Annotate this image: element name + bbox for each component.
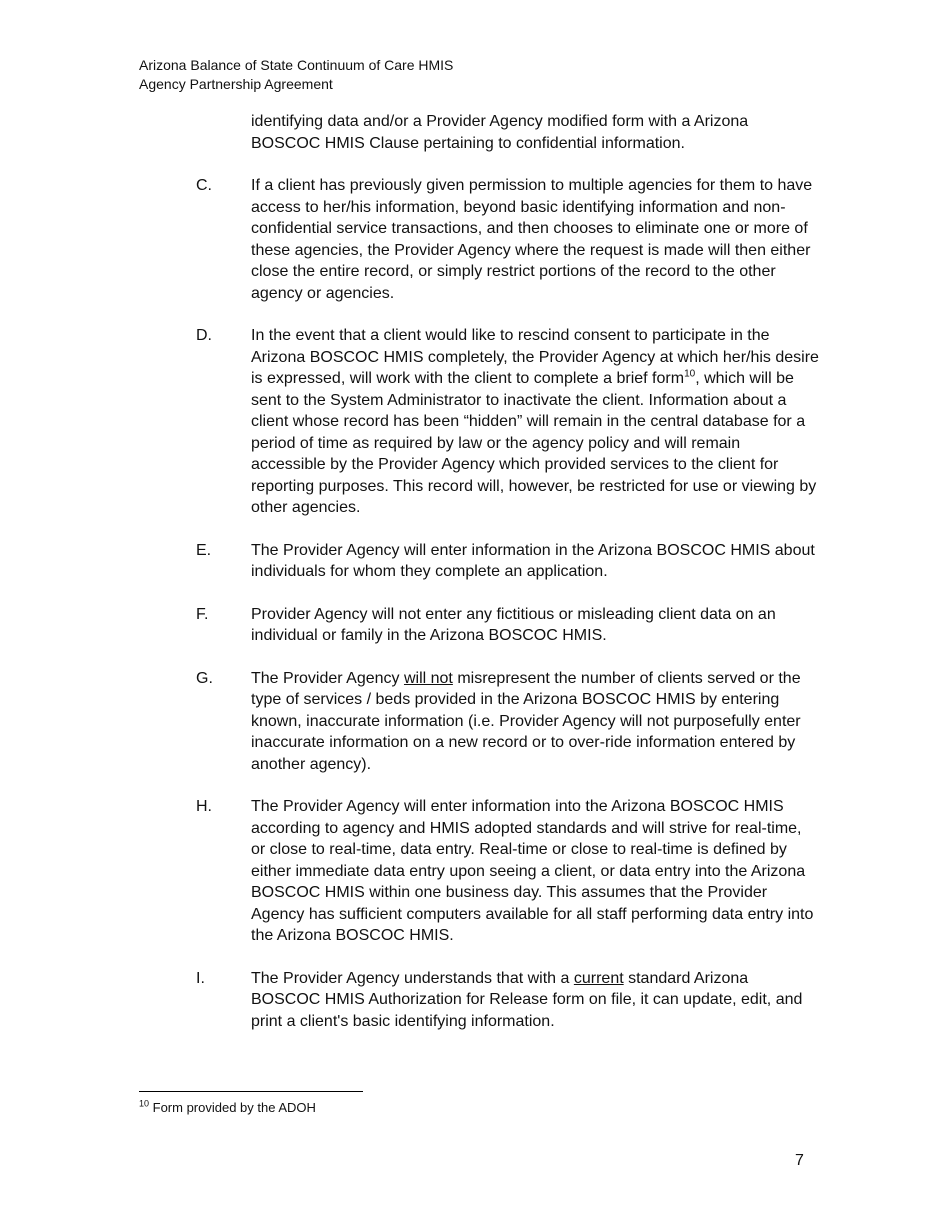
page-body xyxy=(139,111,819,1053)
footnote-text: Form provided by the ADOH xyxy=(149,1100,316,1115)
list-item-e xyxy=(139,540,819,583)
list-item-h xyxy=(139,796,819,947)
list-item-g xyxy=(139,668,819,776)
item-letter: F. xyxy=(196,605,209,623)
header-title: Arizona Balance of State Continuum of Care HMIS xyxy=(139,57,454,73)
header-subtitle: Agency Partnership Agreement xyxy=(139,76,333,92)
document-header xyxy=(139,56,453,94)
item-text-before: The Provider Agency understands that with a xyxy=(251,969,574,987)
item-text: If a client has previously given permission to multiple agencies for them to have access to her/his information, beyond basic identifying information and non-confidential service transactions, and then chooses to eliminate one or more of these agencies, the Provider Agency where the request is made will then either close the entire record, or simply restrict portions of the record to the other agency or agencies. xyxy=(251,177,813,302)
underlined-phrase: current xyxy=(573,969,624,987)
item-text: The Provider Agency will enter information into the Arizona BOSCOC HMIS according to agency and HMIS adopted standards and will strive for real-time, or close to real-time, data entry. Real-time or close to real-time is defined by either immediate data entry upon seeing a client, or data entry into the Arizona BOSCOC HMIS within one business day. This assumes that the Provider Agency has sufficient computers available for all staff performing data entry into the Arizona BOSCOC HMIS. xyxy=(251,798,814,944)
continuation-paragraph: identifying data and/or a Provider Agency modified form with a Arizona BOSCOC HMIS Clause pertaining to confidential information. xyxy=(251,113,749,152)
item-text xyxy=(251,325,819,519)
list-item-i xyxy=(139,968,819,1033)
item-letter: D. xyxy=(196,327,212,344)
item-letter: G. xyxy=(196,669,213,687)
item-text-after: , which will be sent to the System Administrator to inactivate the client. Information about a client whose record has been “hidden” will remain in the central database for a period of time as required by law or the agency policy and will remain accessible by the Provider Agency which provided services to the client for reporting purposes. This record will, however, be restricted for use or viewing by other agencies. xyxy=(251,370,817,516)
item-text-before: In the event that a client would like to rescind consent to participate in the Arizona BOSCOC HMIS completely, the Provider Agency at which her/his desire is expressed, will work with the client to complete a brief form xyxy=(251,327,819,387)
footnote-reference: 10 xyxy=(684,368,696,380)
list-item-d xyxy=(139,325,819,519)
item-text-before: The Provider Agency xyxy=(251,669,404,687)
item-letter: I. xyxy=(196,969,205,987)
footnote-number: 10 xyxy=(139,1098,150,1109)
list-item-f xyxy=(139,604,819,647)
footnote xyxy=(139,1099,316,1116)
item-text: Provider Agency will not enter any fictitious or misleading client data on an individual or family in the Arizona BOSCOC HMIS. xyxy=(251,605,776,644)
item-text xyxy=(251,968,819,1033)
item-letter: E. xyxy=(196,541,212,559)
item-text-after: standard Arizona BOSCOC HMIS Authorization for Release form on file, it can update, edit, and print a client's basic identifying information. xyxy=(251,969,803,1030)
item-text: The Provider Agency will enter information in the Arizona BOSCOC HMIS about individuals for whom they complete an application. xyxy=(251,541,815,580)
footnote-separator xyxy=(139,1091,363,1092)
underlined-phrase: will not xyxy=(403,669,453,687)
list-item-c xyxy=(139,175,819,304)
item-letter: H. xyxy=(196,798,212,815)
page-number: 7 xyxy=(795,1152,804,1169)
item-letter: C. xyxy=(196,177,212,194)
item-text-after: misrepresent the number of clients served or the type of services / beds provided in the Arizona BOSCOC HMIS by entering known, inaccurate information (i.e. Provider Agency will not purposefully enter inaccurate information on a new record or to over-ride information entered by another agency). xyxy=(251,669,801,773)
item-text xyxy=(251,668,819,776)
